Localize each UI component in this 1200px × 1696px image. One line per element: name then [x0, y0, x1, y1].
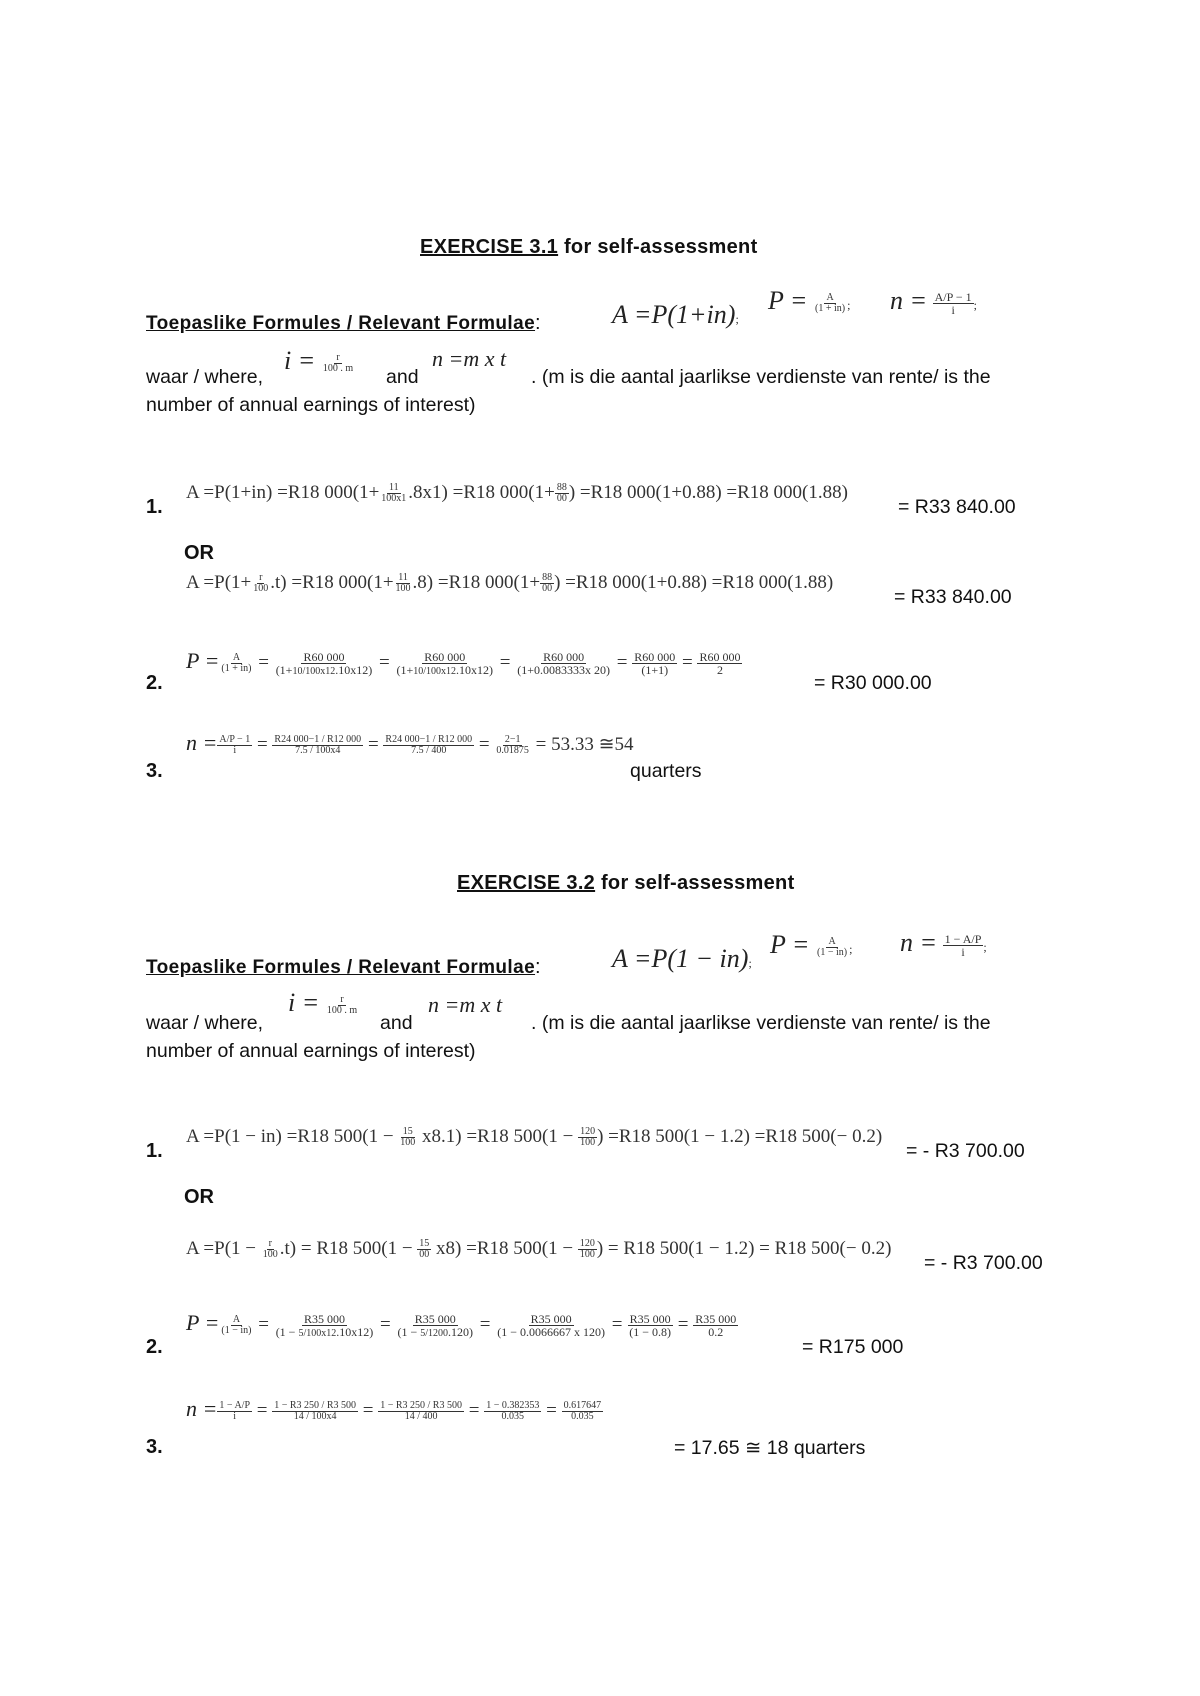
question-1-result-2: = - R3 700.00	[906, 1140, 1025, 1162]
formula-principal: P = $\frac{A}{(1 + in)}$ ;	[768, 286, 851, 315]
question-2-working-2: P = $\frac{A}{(1 - in)}$ = $\frac{R35 000}{(1 - 5/100x12.10x12)}$ = $\frac{R35 000}{(1 - 5/1200.120)}$ = $\frac{R35 000}{(1 - 0.0066667 x 120)}$ = $\frac{R35 000}{(1 - 0.8)}$ = $\frac{R35 000}{0.2}$	[186, 1310, 737, 1340]
question-2-working: P = $\frac{A}{(1 + in)}$ = $\frac{R60 000}{(1+10/100x12.10x12)}$ = $\frac{R60 000}{(1+10/100x12.10x12)}$ = $\frac{R60 000}{(1+0.0083333x 20)}$ = $\frac{R60 000}{(1+1)}$ = $\frac{R60 000}{2}$	[186, 648, 741, 678]
question-1-or-working-2: A =P(1 − $\frac{r}{100}$ .t) = R18 500(1 − $\frac{15}{00}$ x8) =R18 500(1 − $\frac{120}{100}$ ) = R18 500(1 − 1.2) = R18 500(− 0.2)	[186, 1238, 892, 1261]
formula-n-mxt: n =m x t	[432, 346, 507, 371]
formula-amount-simple: A =P(1+in);	[612, 300, 739, 329]
formulas-label: Toepaslike Formules / Relevant Formulae	[146, 313, 536, 334]
exercise-3-1-title	[420, 236, 758, 259]
exercise-3-2-title-rest: for self-assessment	[595, 872, 795, 894]
formula-i-2: i = $\frac{r}{100 . m}$	[288, 988, 358, 1017]
formulas-row-1	[146, 282, 541, 334]
formulas-row-2	[146, 926, 541, 978]
question-2-result: = R30 000.00	[814, 672, 932, 694]
formula-principal-2: P = $\frac{A}{(1 - in)}$ ;	[770, 930, 853, 959]
question-1-result: = R33 840.00	[898, 496, 1016, 518]
and-text-1: and	[386, 366, 419, 388]
or-label-2: OR	[184, 1186, 214, 1208]
formula-n-2: n = $\frac{1 - A/P}{i}$ ;	[900, 928, 987, 960]
where-text-2: waar / where,	[146, 1012, 264, 1034]
question-3-result-2: = 17.65 ≅ 18 quarters	[674, 1437, 866, 1459]
exercise-3-2-title-number: EXERCISE 3.2	[457, 872, 596, 894]
question-1-or-result: = R33 840.00	[894, 586, 1012, 608]
question-1-or-working: A =P(1+ $\frac{r}{100}$ .t) =R18 000(1+ $\frac{11}{100}$ .8) =R18 000(1+ $\frac{88}{00}$ ) =R18 000(1+0.88) =R18 000(1.88)	[186, 572, 834, 595]
exercise-3-1-title-number: EXERCISE 3.1	[420, 236, 559, 258]
question-2-number: 2.	[146, 672, 163, 694]
formula-i: i = $\frac{r}{100 . m}$	[284, 346, 354, 375]
m-note-1: . (m is die aantal jaarlikse verdienste van rente/ is the	[531, 366, 991, 388]
where-line-1	[146, 366, 263, 389]
or-label-1: OR	[184, 542, 214, 564]
question-3-number: 3.	[146, 760, 163, 782]
question-2-number-2: 2.	[146, 1336, 163, 1358]
formula-amount-discount: A =P(1 − in);	[612, 944, 752, 973]
question-3-number-2: 3.	[146, 1436, 163, 1458]
where-line-2	[146, 1012, 263, 1035]
question-1-number: 1.	[146, 496, 163, 518]
exercise-3-1-title-rest: for self-assessment	[558, 236, 758, 258]
question-1-number-2: 1.	[146, 1140, 163, 1162]
exercise-3-2-title	[457, 872, 795, 895]
m-note-2: . (m is die aantal jaarlikse verdienste van rente/ is the	[531, 1012, 991, 1034]
formulas-colon: :	[535, 312, 541, 334]
question-3-result: quarters	[630, 760, 702, 782]
m-note-1b: number of annual earnings of interest)	[146, 394, 476, 416]
formulas-label-2: Toepaslike Formules / Relevant Formulae	[146, 957, 536, 978]
question-1-working-2: A =P(1 − in) =R18 500(1 − $\frac{15}{100}$ x8.1) =R18 500(1 − $\frac{120}{100}$ ) =R18 500(1 − 1.2) =R18 500(− 0.2)	[186, 1126, 883, 1149]
formulas-colon-2: :	[535, 956, 541, 978]
question-1-working: A =P(1+in) =R18 000(1+ $\frac{11}{100x1}$ .8x1) =R18 000(1+ $\frac{88}{00}$ ) =R18 000(1+0.88) =R18 000(1.88)	[186, 482, 848, 505]
question-1-or-result-2: = - R3 700.00	[924, 1252, 1043, 1274]
formula-n: n = $\frac{A/P - 1}{i}$ ;	[890, 286, 977, 318]
question-3-working-2: n = $\frac{1 - A/P}{i}$ = $\frac{1 - R3 250 / R3 500}{14 / 100x4}$ = $\frac{1 - R3 250 / R3 500}{14 / 400}$ = $\frac{1 - 0.382353}{0.035}$ = $\frac{0.617647}{0.035}$	[186, 1396, 602, 1423]
where-text: waar / where,	[146, 366, 264, 388]
question-3-working: n = $\frac{A/P - 1}{i}$ = $\frac{R24 000-1 / R12 000}{7.5 / 100x4}$ = $\frac{R24 000-1 / R12 000}{7.5 / 400}$ = $\frac{2-1}{0.01875}$ = 53.33 ≅54	[186, 730, 634, 757]
and-text-2: and	[380, 1012, 413, 1034]
m-note-2b: number of annual earnings of interest)	[146, 1040, 476, 1062]
formula-n-mxt-2: n =m x t	[428, 992, 503, 1017]
question-2-result-2: = R175 000	[802, 1336, 904, 1358]
